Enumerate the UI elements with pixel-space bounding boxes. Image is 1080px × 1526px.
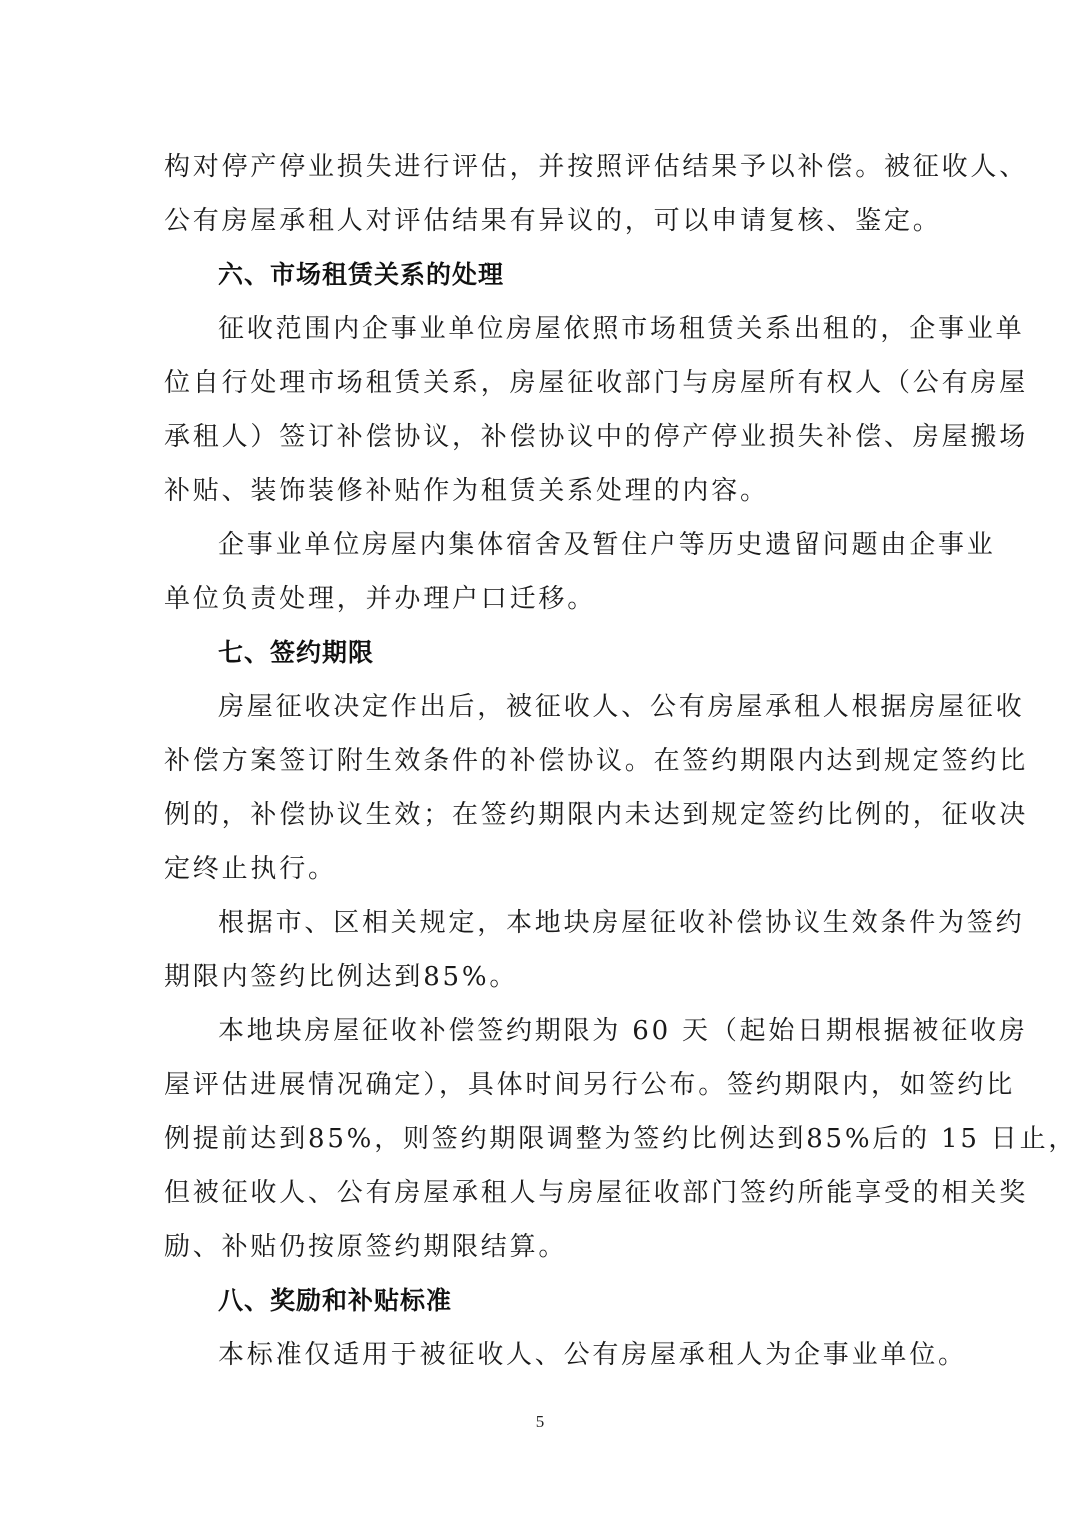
body-text-line: 位自行处理市场租赁关系，房屋征收部门与房屋所有权人（公有房屋 [164, 368, 1029, 398]
body-text-line: 根据市、区相关规定，本地块房屋征收补偿协议生效条件为签约 [218, 908, 1025, 938]
body-text-line: 单位负责处理，并办理户口迁移。 [164, 584, 597, 614]
body-text-line: 本地块房屋征收补偿签约期限为 60 天（起始日期根据被征收房 [218, 1016, 1028, 1046]
section-heading: 七、签约期限 [218, 638, 375, 667]
body-text-line: 但被征收人、公有房屋承租人与房屋征收部门签约所能享受的相关奖 [164, 1178, 1029, 1208]
body-text-line: 公有房屋承租人对评估结果有异议的，可以申请复核、鉴定。 [164, 206, 942, 236]
page-number: 5 [535, 1412, 545, 1431]
body-text-line: 期限内签约比例达到85%。 [164, 962, 519, 992]
body-text-line: 承租人）签订补偿协议，补偿协议中的停产停业损失补偿、房屋搬场 [164, 422, 1029, 452]
body-text-line: 房屋征收决定作出后，被征收人、公有房屋承租人根据房屋征收 [218, 692, 1025, 722]
section-heading: 八、奖励和补贴标准 [218, 1286, 453, 1315]
section-heading: 六、市场租赁关系的处理 [218, 260, 505, 289]
document-page [164, 140, 1078, 1382]
body-text-line: 企事业单位房屋内集体宿舍及暂住户等历史遗留问题由企事业 [218, 530, 996, 560]
body-text-line: 补偿方案签订附生效条件的补偿协议。在签约期限内达到规定签约比 [164, 746, 1029, 776]
body-text-line: 励、补贴仍按原签约期限结算。 [164, 1232, 568, 1262]
body-text-line: 屋评估进展情况确定），具体时间另行公布。签约期限内，如签约比 [164, 1070, 1016, 1100]
body-text-line: 例的，补偿协议生效；在签约期限内未达到规定签约比例的，征收决 [164, 800, 1029, 830]
body-text-line: 本标准仅适用于被征收人、公有房屋承租人为企事业单位。 [218, 1340, 967, 1370]
body-text-line: 构对停产停业损失进行评估，并按照评估结果予以补偿。被征收人、 [164, 152, 1029, 182]
body-text-line: 征收范围内企事业单位房屋依照市场租赁关系出租的，企事业单 [218, 314, 1025, 344]
body-text-line: 例提前达到85%，则签约期限调整为签约比例达到85%后的 15 日止， [164, 1124, 1078, 1154]
body-text-line: 定终止执行。 [164, 854, 337, 884]
body-text-line: 补贴、装饰装修补贴作为租赁关系处理的内容。 [164, 476, 769, 506]
